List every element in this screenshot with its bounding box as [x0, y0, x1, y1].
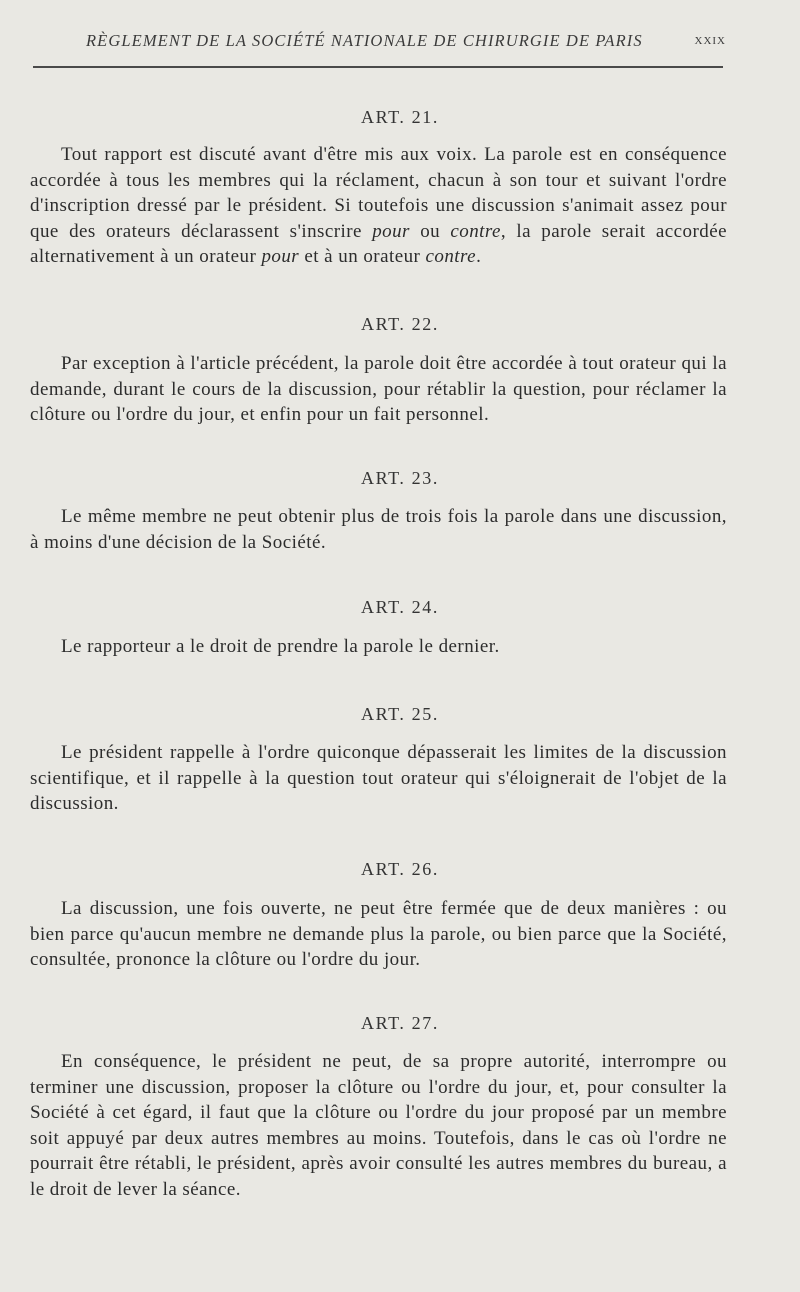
- article-27-heading: ART. 27.: [361, 1013, 439, 1033]
- article-24-text: Le rapporteur a le droit de prendre la parole le dernier.: [61, 636, 500, 657]
- article-26-text: La discussion, une fois ouverte, ne peut être fermée que de deux manières : ou bien parce qu'aucun membre ne demande plus la parole, ou bien parce que la Société, consultée, prononce la clôture ou l'ordre du jour.: [30, 898, 727, 971]
- article-21-italic-contre: contre: [425, 246, 477, 268]
- article-21-italic-pour: pour: [261, 246, 300, 268]
- article-27-text: En conséquence, le président ne peut, de sa propre autorité, interrompre ou terminer une discussion, proposer la clôture ou l'ordre du jour, et, pour consulter la Société à cet égard, il faut que la clôture ou l'ordre du jour proposé par un membre soit appuyé par deux autres membres au moins. Toutefois, dans le cas où l'ordre ne pourrait être rétabli, le président, après avoir consulté les autres membres du bureau, a le droit de lever la séance.: [30, 1051, 727, 1200]
- running-title: RÈGLEMENT DE LA SOCIÉTÉ NATIONALE DE CHIRURGIE DE PARIS: [86, 31, 643, 50]
- article-22-text: Par exception à l'article précédent, la parole doit être accordée à tout orateur qui la demande, durant le cours de la discussion, pour rétablir la question, pour réclamer la clôture ou l'ordre du jour, et enfin pour un fait personnel.: [30, 353, 727, 426]
- page-number: xxix: [694, 32, 726, 48]
- article-21-italic-pour: pour: [372, 220, 410, 242]
- article-23-text: Le même membre ne peut obtenir plus de trois fois la parole dans une discussion, à moins d'une décision de la Société.: [30, 506, 727, 553]
- article-24-heading: ART. 24.: [361, 597, 439, 617]
- article-21-text-part: et à un orateur: [299, 246, 426, 268]
- article-21-text-part: Tout rapport est discuté avant d'être mis aux voix. La parole est en conséquence accordée à tous les membres qui la réclament, chacun à son tour et suivant l'ordre d'inscription dressé par le président. Si toutefois une discussion s'animait assez pour que des orateurs déclarassent s'inscrire: [30, 144, 727, 242]
- article-21-text: [30, 142, 727, 270]
- article-23-heading: ART. 23.: [361, 468, 439, 488]
- article-21-text-part: ou: [409, 220, 451, 242]
- article-25-text: Le président rappelle à l'ordre quiconque dépasserait les limites de la discussion scientifique, et il rappelle à la question tout orateur qui s'éloignerait de l'objet de la discussion.: [30, 742, 727, 815]
- article-21-heading: ART. 21.: [361, 107, 439, 127]
- article-22-heading: ART. 22.: [361, 314, 439, 334]
- article-21-text-part: , la parole serait accordée alternativement à un orateur: [30, 220, 727, 268]
- article-25-heading: ART. 25.: [361, 704, 439, 724]
- article-21-text-part: .: [476, 246, 482, 268]
- article-21-italic-contre: contre: [450, 220, 501, 242]
- article-26-heading: ART. 26.: [361, 859, 439, 879]
- header-rule: [33, 66, 723, 68]
